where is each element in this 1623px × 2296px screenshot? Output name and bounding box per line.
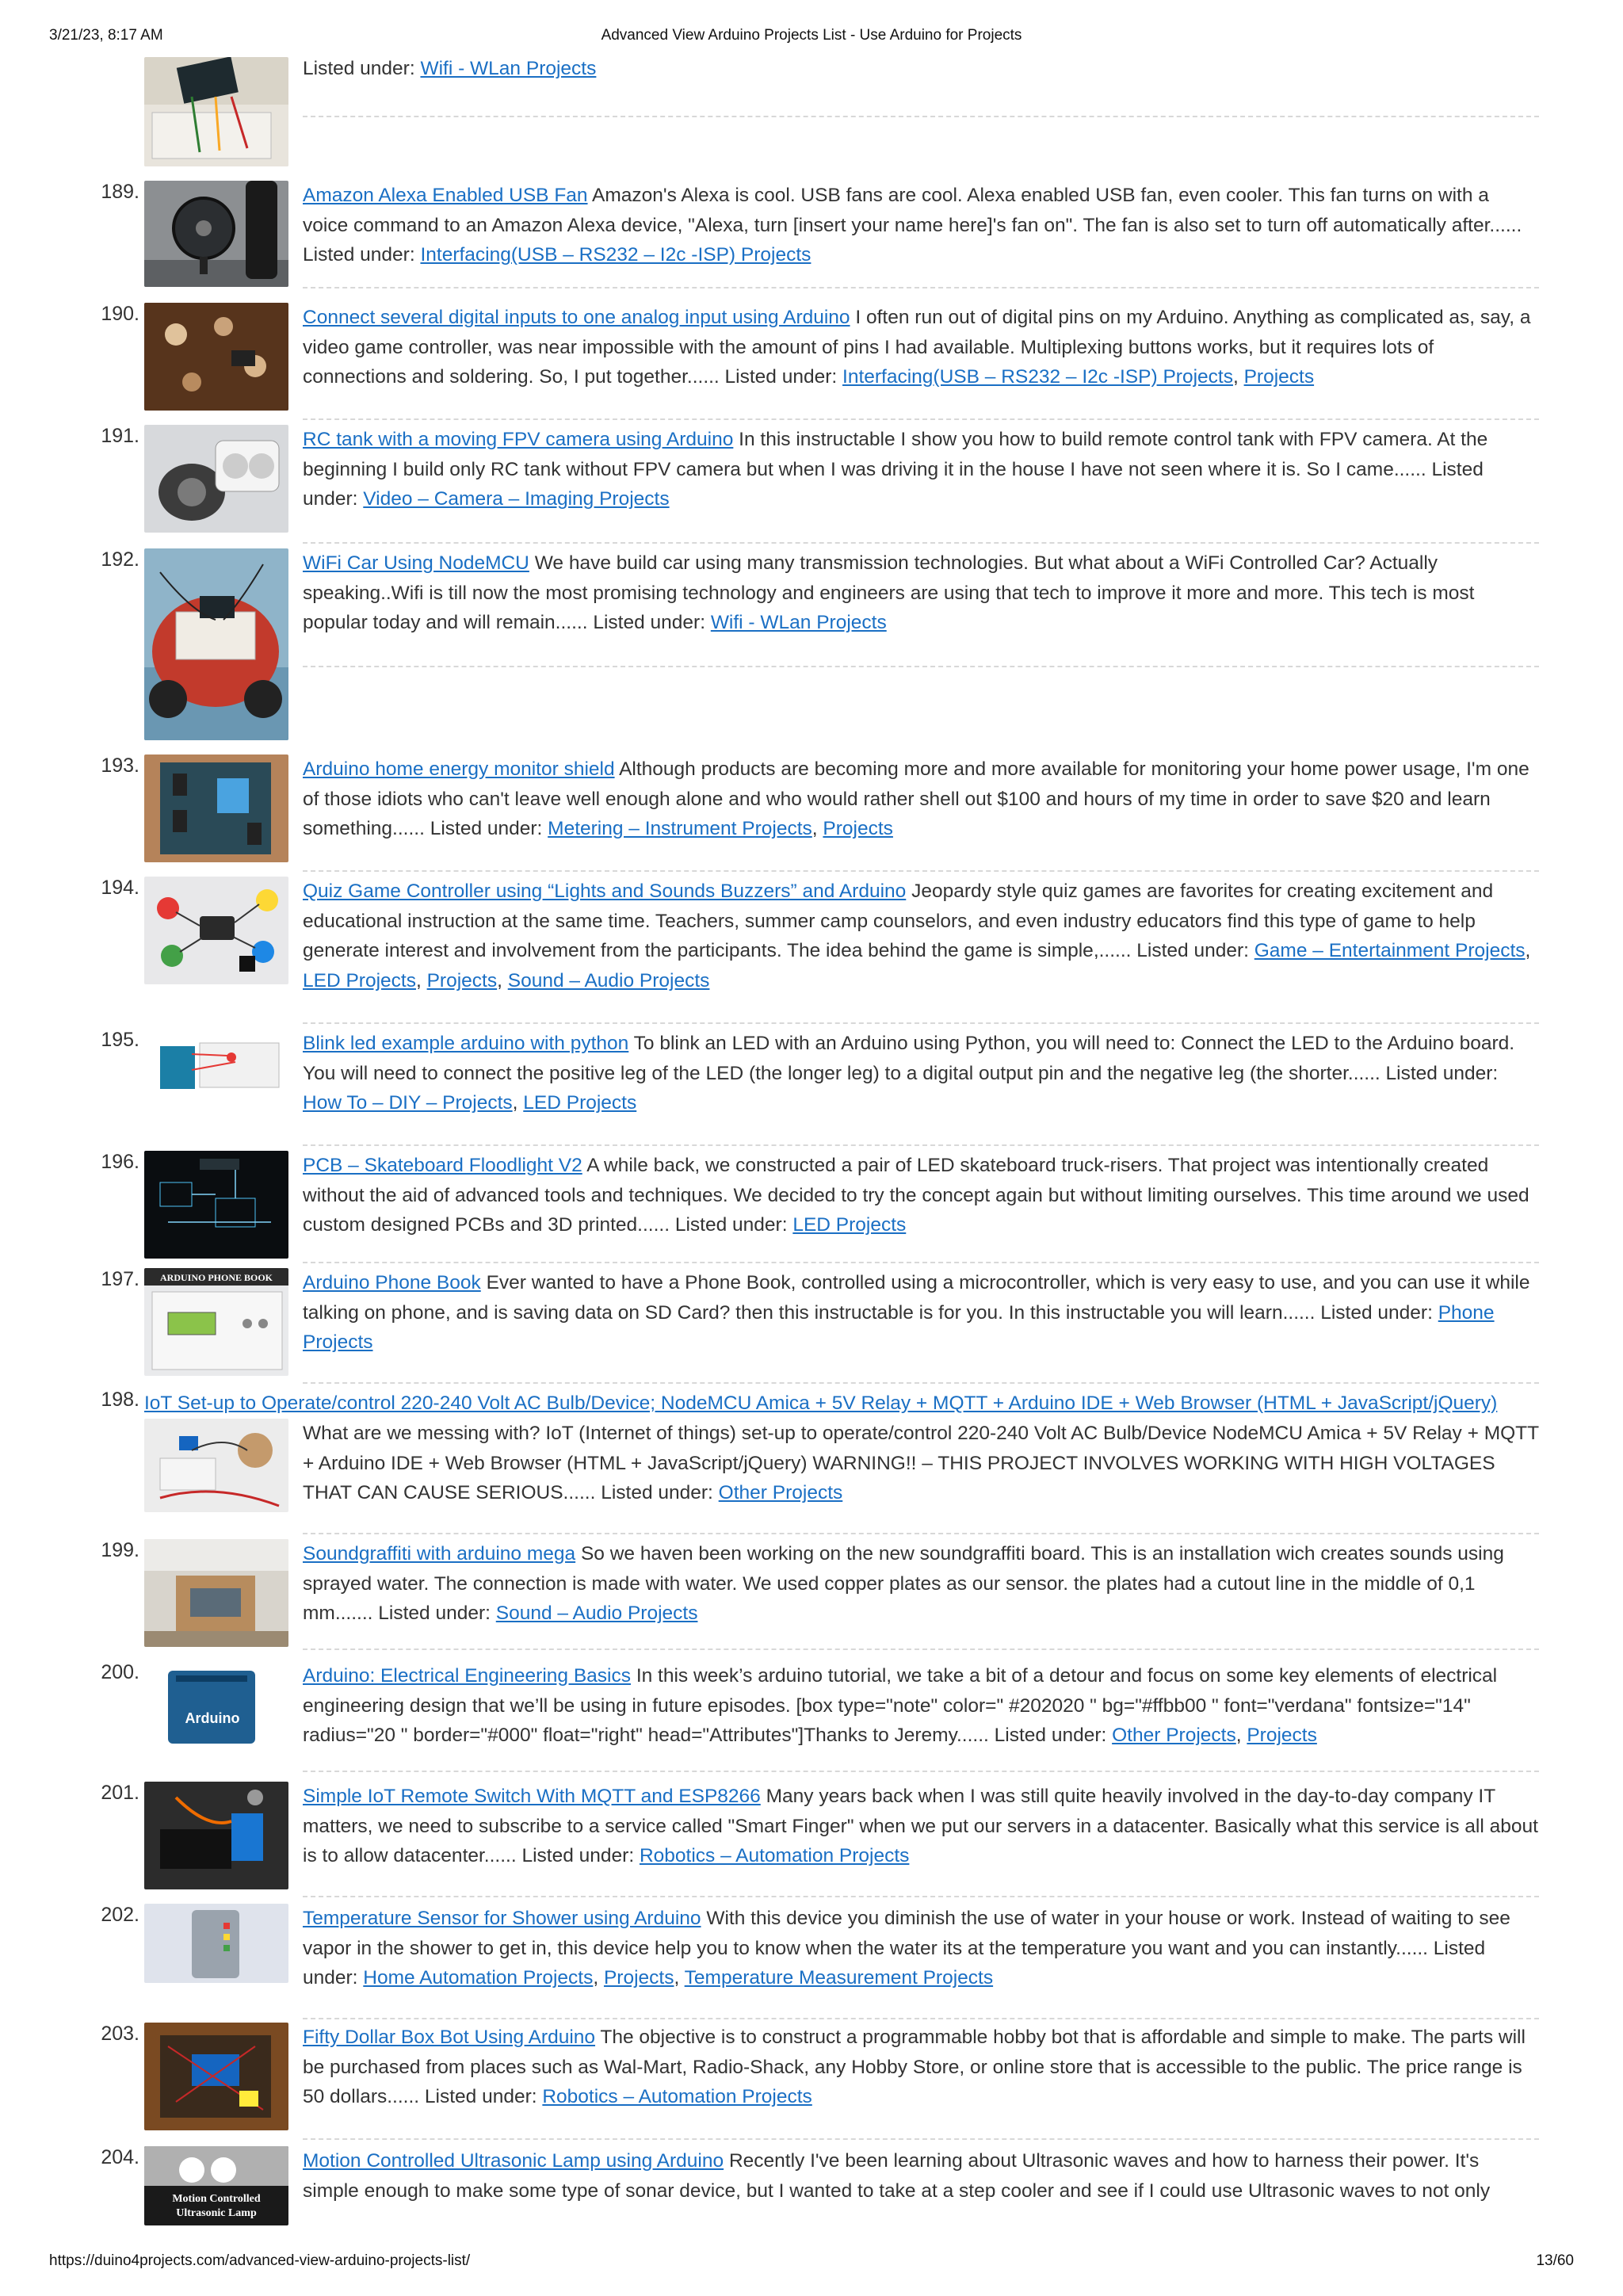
thumbnail-rc-tank[interactable] [144, 425, 288, 533]
thumbnail-shower-sensor[interactable] [144, 1904, 288, 1983]
listed-under-label: Listed under: [303, 58, 415, 79]
thumbnail-soundgraffiti[interactable] [144, 1539, 288, 1647]
listed-under-label: Listed under: [303, 458, 1484, 510]
category-link[interactable]: Projects [603, 1967, 674, 1988]
project-description: So we haven been working on the new soundgraffiti board. This is an installation wich creates sounds using sprayed water. The connection is made with water. We used copper plates as our sensor. the plates had a cutout line in the middle of 0,1 mm....... [303, 1543, 1504, 1624]
project-description: The objective is to construct a programmable hobby bot that is affordable and simple to make. The parts will be purchased from places such as Wal-Mart, Radio-Shack, any Hobby Store, or online store that is accessible to the public. The price range is 50 dollars...... [303, 2027, 1526, 2107]
category-link[interactable]: Robotics – Automation Projects [639, 1845, 910, 1866]
category-link[interactable]: Temperature Measurement Projects [684, 1967, 994, 1988]
project-description: We have build car using many transmission technologies. But what about a WiFi Controlled Car? Actually speaking..Wifi is till now the most promising technology and engineers are using that tech to improve it more and more. This tech is most popular today and will remain...... [303, 552, 1475, 633]
category-link[interactable]: Interfacing(USB – RS232 – I2c -ISP) Projects [420, 244, 812, 266]
print-url: https://duino4projects.com/advanced-view-arduino-projects-list/ [49, 2252, 471, 2269]
thumbnail-wifi-car[interactable] [144, 548, 288, 740]
separator [303, 542, 1539, 544]
thumbnail-phone-book[interactable] [144, 1268, 288, 1376]
separator [303, 116, 1539, 117]
category-link[interactable]: Other Projects [718, 1482, 843, 1503]
project-title-link[interactable]: Connect several digital inputs to one analog input using Arduino [303, 307, 850, 328]
category-link[interactable]: Home Automation Projects [363, 1967, 594, 1988]
listed-under-label: Listed under: [601, 1482, 713, 1503]
separator [303, 287, 1539, 288]
thumbnail-skateboard-pcb[interactable] [144, 1151, 288, 1259]
project-title-link[interactable]: Arduino: Electrical Engineering Basics [303, 1665, 631, 1687]
thumbnail-alexa-fan[interactable] [144, 181, 288, 287]
item-number: 189. [101, 181, 139, 203]
item-number: 203. [101, 2023, 139, 2045]
project-description: In this instructable I show you how to build remote control tank with FPV camera. At the beginning I build only RC tank without FPV camera but when I was driving it in the house I have not seen where it is. So I came...... [303, 429, 1488, 480]
item-number: 201. [101, 1782, 139, 1804]
separator [303, 1144, 1539, 1146]
separator [303, 666, 1539, 667]
item-number: 196. [101, 1151, 139, 1173]
category-link[interactable]: Phone Projects [303, 1301, 1495, 1353]
thumbnail-ultrasonic-lamp[interactable] [144, 2146, 288, 2225]
thumbnail-blink-led[interactable] [144, 1038, 288, 1094]
separator [303, 2138, 1539, 2140]
category-link[interactable]: Game – Entertainment Projects [1254, 940, 1526, 961]
listed-under-label: Listed under: [1136, 940, 1249, 961]
listed-under-label: Listed under: [521, 1845, 635, 1866]
thumbnail-box-bot[interactable] [144, 2023, 288, 2130]
thumbnail-digital-inputs[interactable] [144, 303, 288, 411]
thumbnail-iot-switch[interactable] [144, 1782, 288, 1889]
project-description: Recently I've been learning about Ultrasonic waves and how to harness their power. It's simple enough to make some type of sonar device, but I wanted to take at a step cooler and see if I could use Ultrasonic waves to not only [303, 2150, 1491, 2202]
category-link[interactable]: Projects [426, 969, 498, 991]
item-number: 195. [101, 1029, 139, 1051]
category-link[interactable]: Interfacing(USB – RS232 – I2c -ISP) Projects [842, 366, 1233, 388]
project-title-link[interactable]: Motion Controlled Ultrasonic Lamp using Arduino [303, 2150, 724, 2172]
project-description: Amazon's Alexa is cool. USB fans are cool. Alexa enabled USB fan, even cooler. This fan turns on with a voice command to an Amazon Alexa device, "Alexa, turn [insert your name here]'s fan on". The fan is also set to turn off automatically after...... [303, 185, 1522, 236]
listed-under-label: Listed under: [994, 1725, 1107, 1746]
item-number: 198. [101, 1389, 139, 1411]
item-number: 193. [101, 755, 139, 777]
thumbnail-arduino-board[interactable] [144, 1666, 288, 1748]
project-title-link[interactable]: Fifty Dollar Box Bot Using Arduino [303, 2027, 596, 2048]
separator [303, 1648, 1539, 1650]
item-number: 200. [101, 1661, 139, 1683]
category-link[interactable]: Projects [823, 818, 893, 839]
item-number: 197. [101, 1268, 139, 1290]
item-number: 199. [101, 1539, 139, 1561]
thumbnail-caption: Motion Controlled [172, 2193, 261, 2205]
listed-under-label: Listed under: [593, 612, 705, 633]
category-link[interactable]: Other Projects [1112, 1725, 1236, 1746]
project-title-link[interactable]: Amazon Alexa Enabled USB Fan [303, 185, 588, 206]
project-description: A while back, we constructed a pair of LED skateboard truck-risers. That project was intentionally created without the aid of advanced tools and techniques. We decided to try the concept again but without limiting ourselves. This time around we used custom designed PCBs and 3D printed...... [303, 1155, 1529, 1236]
project-description: What are we messing with? IoT (Internet of things) set-up to operate/control 220-240 Volt AC Bulb/Device NodeMCU Amica + 5V Relay + MQTT + Arduino IDE + Web Browser (HTML + JavaScript/jQuery) WARNING!! – THIS PROJECT INVOLVES WORKING WITH HIGH VOLTAGES THAT CAN CAUSE SERIOUS...... [303, 1423, 1539, 1503]
project-description: Jeopardy style quiz games are favorites for creating excitement and educational instruction at the same time. Teachers, summer camp counselors, and even industry educators find this type of game to help generate interest and involvement from the participants. The idea behind the game is simple,...... [303, 881, 1494, 961]
category-link[interactable]: Wifi - WLan Projects [420, 58, 597, 79]
separator [303, 870, 1539, 872]
separator [303, 1771, 1539, 1772]
item-number: 191. [101, 425, 139, 447]
thumbnail-iot-relay[interactable] [144, 1419, 288, 1512]
category-link[interactable]: Projects [1243, 366, 1315, 388]
category-link[interactable]: Wifi - WLan Projects [710, 612, 887, 633]
category-link[interactable]: Projects [1247, 1725, 1317, 1746]
category-link[interactable]: Sound – Audio Projects [495, 1603, 698, 1624]
project-title-link[interactable]: Soundgraffiti with arduino mega [303, 1543, 576, 1564]
category-link[interactable]: LED Projects [303, 969, 416, 991]
project-title-link[interactable]: Arduino Phone Book [303, 1272, 481, 1293]
project-title-link[interactable]: Blink led example arduino with python [303, 1033, 629, 1054]
separator [303, 1896, 1539, 1897]
listed-under-label: Listed under: [1385, 1062, 1499, 1084]
category-link[interactable]: How To – DIY – Projects [303, 1092, 513, 1114]
item-number: 204. [101, 2146, 139, 2168]
project-title-link[interactable]: RC tank with a moving FPV camera using Arduino [303, 429, 734, 450]
project-title-link[interactable]: PCB – Skateboard Floodlight V2 [303, 1155, 582, 1176]
project-description: Many years back when I was still quite heavily involved in the day-to-day company IT matters, we need to subscribe to a service called "Smart Finger" when we put our servers in a datacenter. Basically what this service is all about is to allow datacenter...... [303, 1786, 1538, 1866]
project-title-link[interactable]: Simple IoT Remote Switch With MQTT and ESP8266 [303, 1786, 761, 1807]
print-date: 3/21/23, 8:17 AM [49, 27, 163, 44]
listed-under-label: Listed under: [378, 1603, 491, 1624]
listed-under-label: Listed under: [674, 1214, 788, 1236]
project-title-link[interactable]: WiFi Car Using NodeMCU [303, 552, 529, 574]
project-title-link[interactable]: Arduino home energy monitor shield [303, 758, 615, 780]
project-description: I often run out of digital pins on my Arduino. Anything as complicated as, say, a video game controller, was near impossible with the amount of pins I had available. Multiplexing buttons works, but it requires lots of connections and soldering. So, I put together...... [303, 307, 1531, 388]
separator [303, 1022, 1539, 1024]
item-number: 190. [101, 303, 139, 325]
print-page-number: 13/60 [1536, 2252, 1574, 2269]
thumbnail-nodemcu-breadboard[interactable] [144, 57, 288, 166]
listed-under-label: Listed under: [724, 366, 838, 388]
project-description: Ever wanted to have a Phone Book, controlled using a microcontroller, which is very easy to use, and you can use it while talking on phone, and is saving data on SD Card? then this instructable is for you. In this instructable you will learn...... [303, 1272, 1530, 1324]
project-description: To blink an LED with an Arduino using Python, you will need to: Connect the LED to the Arduino board. You will need to connect the positive leg of the LED (the longer leg) to a digital output pin and the negative leg (the shorter...... [303, 1033, 1515, 1084]
project-title-link[interactable]: Quiz Game Controller using “Lights and Sounds Buzzers” and Arduino [303, 881, 907, 902]
listed-under-label: Listed under: [303, 1937, 1486, 1988]
project-description: Although products are becoming more and more available for monitoring your home power usage, I'm one of those idiots who can't leave well enough alone and who would rather shell out $100 and hours of my time in order to save $20 and learn something...... [303, 758, 1529, 839]
category-link[interactable]: Metering – Instrument Projects [548, 818, 812, 839]
project-description: With this device you diminish the use of water in your house or work. Instead of waiting to see vapor in the shower to get in, this device help you to know when the water its at the temperature you want and you can instantly...... [303, 1908, 1510, 1959]
listed-under-label: Listed under: [1320, 1301, 1433, 1324]
thumbnail-caption: Arduino [185, 1710, 240, 1726]
thumbnail-energy-monitor[interactable] [144, 755, 288, 862]
category-link[interactable]: LED Projects [523, 1092, 637, 1114]
category-link[interactable]: LED Projects [792, 1214, 907, 1236]
separator [303, 1262, 1539, 1263]
project-title-link[interactable]: IoT Set-up to Operate/control 220-240 Volt AC Bulb/Device; NodeMCU Amica + 5V Relay + MQTT + Arduino IDE + Web Browser (HTML + JavaScript/jQuery) [144, 1392, 1498, 1414]
listed-under-label: Listed under: [430, 818, 543, 839]
separator [303, 418, 1539, 420]
category-link[interactable]: Video – Camera – Imaging Projects [363, 488, 670, 510]
separator [303, 2018, 1539, 2019]
project-title-link[interactable]: Temperature Sensor for Shower using Arduino [303, 1908, 701, 1929]
thumbnail-caption: Ultrasonic Lamp [176, 2207, 257, 2219]
thumbnail-quiz-buzzers[interactable] [144, 877, 288, 984]
category-link[interactable]: Sound – Audio Projects [507, 969, 710, 991]
item-number: 192. [101, 548, 139, 571]
separator [303, 1382, 1539, 1384]
item-number: 202. [101, 1904, 139, 1926]
thumbnail-caption: ARDUINO PHONE BOOK [159, 1272, 273, 1283]
category-link[interactable]: Robotics – Automation Projects [542, 2086, 812, 2107]
separator [303, 1533, 1539, 1534]
print-page-title: Advanced View Arduino Projects List - Use Arduino for Projects [601, 27, 1022, 44]
item-number: 194. [101, 877, 139, 899]
listed-under-label: Listed under: [424, 2086, 537, 2107]
project-description: In this week’s arduino tutorial, we take a bit of a detour and focus on some key elements of electrical engineering design that we’ll be using in future episodes. [box type="note" color=" #202020 " bg="#ffbb00 " font="verdana" fontsize="14" radius="20 " border="#000" float="right" head="Attributes"]Thanks to Jeremy...... [303, 1665, 1498, 1746]
listed-under-label: Listed under: [303, 244, 415, 266]
